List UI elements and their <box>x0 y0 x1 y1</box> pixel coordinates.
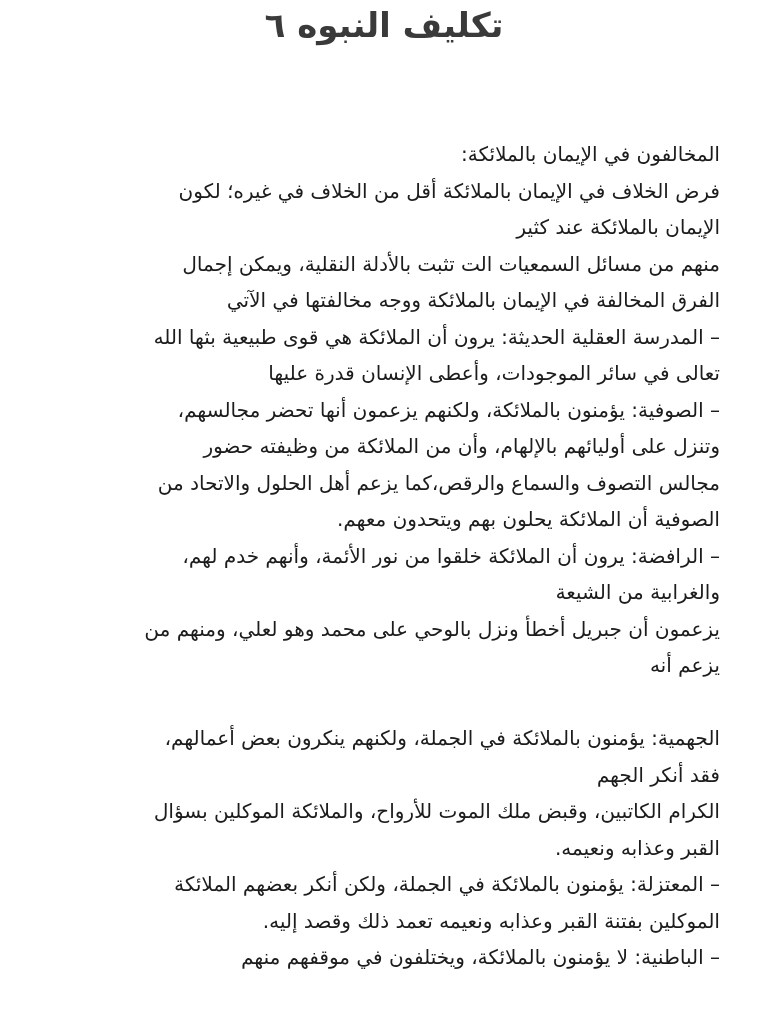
text-line: – الباطنية: لا يؤمنون بالملائكة، ويختلفون في موقفهم منهم <box>241 945 720 969</box>
text-line: يزعمون أن جبريل أخطأ ونزل بالوحي على محمد وهو لعلي، ومنهم من <box>144 616 720 641</box>
text-line: الموكلين بفتنة القبر وعذابه ونعيمه تعمد ذلك وقصد إليه. <box>262 908 720 933</box>
text-line: الإيمان بالملائكة عند كثير <box>516 215 720 239</box>
text-line: الكرام الكاتبين، وقبض ملك الموت للأرواح، والملائكة الموكلين بسؤال <box>153 799 720 823</box>
text-line: تعالى في سائر الموجودات، وأعطى الإنسان قدرة عليها <box>268 361 720 385</box>
text-line: القبر وعذابه ونعيمه. <box>554 835 720 860</box>
text-line: فقد أنكر الجهم <box>596 762 720 787</box>
text-line: والغرابية من الشيعة <box>555 580 720 604</box>
text-line: وتنزل على أوليائهم بالإلهام، وأن من الملائكة من وظيفته حضور <box>203 434 720 458</box>
text-line: الفرق المخالفة في الإيمان بالملائكة ووجه مخالفتها في الآتي <box>226 288 720 312</box>
text-line: – الرافضة: يرون أن الملائكة خلقوا من نور الأئمة، وأنهم خدم لهم، <box>182 543 720 568</box>
blank-line <box>50 684 720 721</box>
text-line: – الصوفية: يؤمنون بالملائكة، ولكنهم يزعمون أنها تحضر مجالسهم، <box>177 397 720 422</box>
page-title: تكليف النبوه ٦ <box>264 6 504 46</box>
text-line: مجالس التصوف والسماع والرقص،كما يزعم أهل الحلول والاتحاد من <box>157 470 720 495</box>
text-line: الجهمية: يؤمنون بالملائكة في الجملة، ولكنهم ينكرون بعض أعمالهم، <box>164 726 720 750</box>
text-line: – المدرسة العقلية الحديثة: يرون أن الملائكة هي قوى طبيعية بثها الله <box>153 324 720 349</box>
document-body <box>50 136 720 976</box>
text-line: يزعم أنه <box>649 653 720 677</box>
text-line: فرض الخلاف في الإيمان بالملائكة أقل من الخلاف في غيره؛ لكون <box>178 178 720 203</box>
text-line: منهم من مسائل السمعيات الت تثبت بالأدلة النقلية، ويمكن إجمال <box>182 251 720 276</box>
text-line: الصوفية أن الملائكة يحلون بهم ويتحدون معهم. <box>337 507 720 531</box>
text-line: – المعتزلة: يؤمنون بالملائكة في الجملة، ولكن أنكر بعضهم الملائكة <box>174 872 720 896</box>
text-line: المخالفون في الإيمان بالملائكة: <box>461 142 720 166</box>
